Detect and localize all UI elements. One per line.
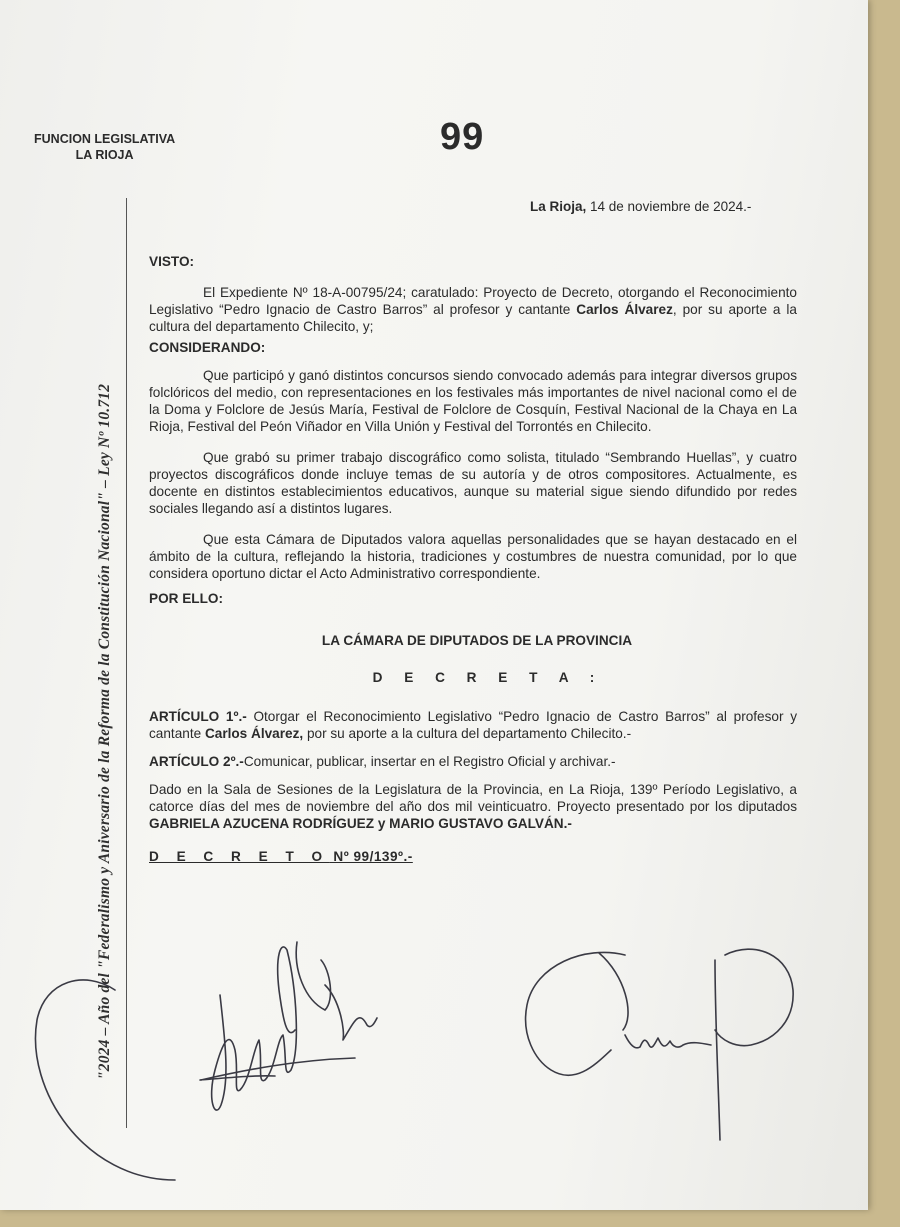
article-1 (149, 708, 797, 742)
article-1-honoree: Carlos Álvarez, (204, 726, 304, 741)
visto-text-a: El Expediente Nº 18-A-00795/24; caratulado: Proyecto de Decreto, otorgando el Reconocimiento Legislativo “Pedro Ignacio de Castro Barros” al profesor y cantante (149, 285, 797, 317)
decree-number-value: Nº 99/139º.- (329, 849, 413, 864)
article-1-label: ARTÍCULO 1º.- (149, 709, 247, 724)
document-body (149, 253, 797, 865)
article-1-text-b: por su aporte a la cultura del departamento Chilecito.- (303, 726, 632, 741)
margin-legend: "2024 – Año del "Federalismo y Aniversario de la Reforma de la Constitución Nacional" – Ley Nº 10.712 (96, 383, 113, 1080)
article-2-label: ARTÍCULO 2º.- (149, 754, 244, 769)
considerando-paragraph-2: Que grabó su primer trabajo discográfico como solista, titulado “Sembrando Huellas”, y cuatro proyectos discográficos donde incluye temas de su autoría y de otros compositores. Actualmente, es docente en distintos establecimientos educativos, aunque su material sigue siendo difundido por redes sociales llegando así a distintos lugares. (149, 450, 797, 516)
visto-text-b: , por su aporte a la cultura del departamento Chilecito, y; (149, 302, 797, 334)
letterhead-org: FUNCION LEGISLATIVA (34, 132, 176, 146)
closing-paragraph (149, 781, 797, 832)
article-2-text: Comunicar, publicar, insertar en el Registro Oficial y archivar.- (243, 754, 616, 769)
signature-right-icon (515, 935, 815, 1150)
chamber-heading: LA CÁMARA DE DIPUTADOS DE LA PROVINCIA (321, 633, 633, 648)
letterhead (34, 131, 175, 163)
considerando-label: CONSIDERANDO: (149, 340, 266, 355)
letterhead-province: LA RIOJA (75, 148, 134, 162)
article-1-text-a: Otorgar el Reconocimiento Legislativo “Pedro Ignacio de Castro Barros” al profesor y cantante (149, 709, 797, 741)
por-ello-label: POR ELLO: (149, 591, 224, 606)
closing-authors: GABRIELA AZUCENA RODRÍGUEZ y MARIO GUSTAVO GALVÁN.- (149, 816, 572, 831)
article-2 (149, 753, 797, 770)
date-place: La Rioja, (530, 199, 587, 214)
closing-text: Dado en la Sala de Sesiones de la Legislatura de la Provincia, en La Rioja, 139º Período Legislativo, a catorce días del mes de noviembre del año dos mil veinticuatro. Proyecto presentado por los diputados (149, 782, 797, 814)
visto-honoree: Carlos Álvarez (576, 302, 673, 317)
decree-number (149, 848, 797, 865)
visto-label: VISTO: (149, 254, 195, 269)
decree-word: D E C R E T O (149, 849, 330, 864)
considerando-paragraph-3: Que esta Cámara de Diputados valora aquellas personalidades que se hayan destacado en el ámbito de la cultura, reflejando la historia, tradiciones y costumbres de nuestra comunidad, por lo que considera oportuno dictar el Acto Administrativo correspondiente. (149, 532, 797, 581)
date-text: 14 de noviembre de 2024.- (586, 199, 752, 214)
document-number: 99 (440, 116, 485, 158)
decreta-heading: D E C R E T A : (372, 670, 604, 685)
considerando-paragraph-1: Que participó y ganó distintos concursos siendo convocado además para integrar diversos grupos folclóricos del medio, con representaciones en los festivales más importantes de nivel nacional como el de la Doma y Folclore de Jesús María, Festival de Folclore de Cosquín, Festival Nacional de la Chaya en La Rioja, Festival del Peón Viñador en Villa Unión y Festival del Torrontés en Chilecito. (149, 368, 797, 434)
signature-left-icon (25, 930, 405, 1200)
date-line (530, 199, 751, 214)
visto-paragraph (149, 284, 797, 335)
